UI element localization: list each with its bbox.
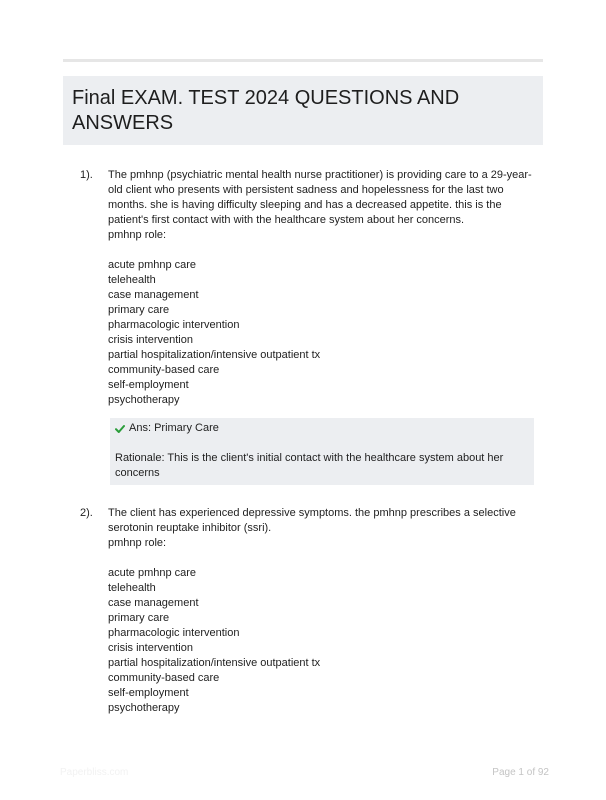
option-item: telehealth bbox=[108, 582, 156, 594]
option-list bbox=[108, 258, 536, 408]
question-body bbox=[108, 168, 536, 408]
option-item: primary care bbox=[108, 304, 170, 316]
checkmark-icon bbox=[115, 424, 125, 434]
option-item: acute pmhnp care bbox=[108, 567, 197, 579]
rationale-text: Rationale: This is the client's initial contact with the healthcare system about her concerns bbox=[115, 452, 504, 479]
answer-line bbox=[115, 421, 526, 436]
option-item: community-based care bbox=[108, 364, 220, 376]
option-item: psychotherapy bbox=[108, 702, 180, 714]
option-item: community-based care bbox=[108, 672, 220, 684]
document-title: Final EXAM. TEST 2024 QUESTIONS AND ANSWERS bbox=[72, 87, 460, 134]
option-item: telehealth bbox=[108, 274, 156, 286]
title-banner bbox=[63, 76, 543, 145]
option-item: case management bbox=[108, 289, 199, 301]
option-item: psychotherapy bbox=[108, 394, 180, 406]
question-number: 2). bbox=[80, 507, 93, 519]
option-item: primary care bbox=[108, 612, 170, 624]
option-item: case management bbox=[108, 597, 199, 609]
role-label: pmhnp role: bbox=[108, 229, 167, 241]
question-text: The client has experienced depressive symptoms. the pmhnp prescribes a selective serotonin reuptake inhibitor (ssri). bbox=[108, 507, 516, 534]
question-body bbox=[108, 506, 536, 716]
question-text: The pmhnp (psychiatric mental health nurse practitioner) is providing care to a 29-year-old client who presents with persistent sadness and hopelessness for the last two months. she is having difficulty sleeping and has a decreased appetite. this is the patient's first contact with with the healthcare system about her concerns. bbox=[108, 169, 532, 226]
footer-watermark: Paperbliss.com bbox=[60, 767, 129, 778]
option-item: partial hospitalization/intensive outpatient tx bbox=[108, 349, 321, 361]
option-item: acute pmhnp care bbox=[108, 259, 197, 271]
option-item: self-employment bbox=[108, 687, 189, 699]
option-item: pharmacologic intervention bbox=[108, 627, 240, 639]
option-item: self-employment bbox=[108, 379, 189, 391]
option-item: crisis intervention bbox=[108, 642, 193, 654]
option-list bbox=[108, 566, 536, 716]
question-number: 1). bbox=[80, 169, 93, 181]
answer-box bbox=[110, 418, 534, 485]
option-item: pharmacologic intervention bbox=[108, 319, 240, 331]
answer-text: Ans: Primary Care bbox=[129, 422, 219, 434]
top-divider bbox=[63, 59, 543, 62]
option-item: partial hospitalization/intensive outpatient tx bbox=[108, 657, 321, 669]
option-item: crisis intervention bbox=[108, 334, 193, 346]
role-label: pmhnp role: bbox=[108, 537, 167, 549]
page-indicator: Page 1 of 92 bbox=[492, 767, 549, 778]
